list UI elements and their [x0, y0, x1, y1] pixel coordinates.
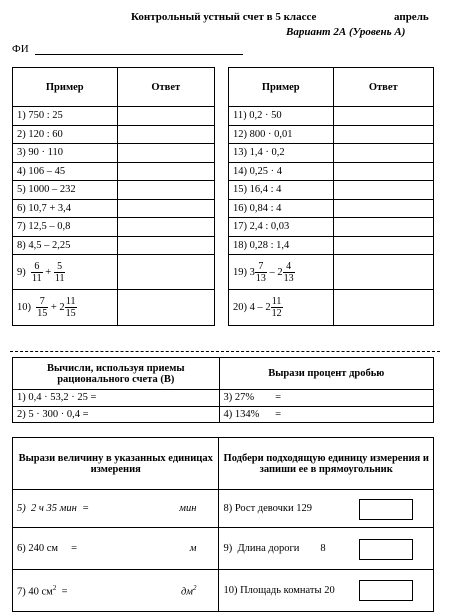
cut-line	[10, 351, 440, 352]
name-label: ФИ	[12, 43, 29, 55]
example-5: 5) 1000 – 232	[13, 181, 118, 200]
answer-cell-20[interactable]	[333, 290, 433, 326]
answer-cell-6[interactable]	[117, 199, 215, 218]
rational-task-1[interactable]: 1) 0,4 · 53,2 · 25 =	[13, 390, 220, 407]
answer-cell-3[interactable]	[117, 144, 215, 163]
column-header-example: Пример	[229, 68, 334, 107]
unit-answer-box[interactable]	[359, 580, 413, 601]
answer-cell-17[interactable]	[333, 218, 433, 237]
convert-task-7[interactable]: 7) 40 $см^2$ = $дм^2$	[13, 570, 219, 612]
rational-count-header: Вычисли, используя приемы рационального счета (В)	[13, 358, 220, 390]
fraction: $\frac{6}{11}$	[32, 260, 42, 284]
column-header-example: Пример	[13, 68, 118, 107]
fraction: $\frac{11}{15}$	[65, 296, 76, 319]
answer-cell-14[interactable]	[333, 162, 433, 181]
example-10: 10) $\frac{7}{15}$ + 2 $\frac{11}{15}$	[13, 290, 118, 326]
answer-cell-5[interactable]	[117, 181, 215, 200]
answer-cell-8[interactable]	[117, 236, 215, 255]
column-header-answer: Ответ	[117, 68, 215, 107]
percent-task-4[interactable]: 4) 134% =	[219, 406, 433, 423]
answer-cell-12[interactable]	[333, 125, 433, 144]
unit-answer-box[interactable]	[359, 539, 413, 560]
fraction: $\frac{5}{11}$	[54, 260, 65, 284]
example-15: 15) 16,4 : 4	[229, 181, 334, 200]
example-17: 17) 2,4 : 0,03	[229, 218, 334, 237]
column-header-answer: Ответ	[333, 68, 433, 107]
percent-to-fraction-header: Вырази процент дробью	[219, 358, 433, 390]
answer-cell-10[interactable]	[117, 290, 215, 326]
fraction: $\frac{11}{12}$	[271, 296, 282, 319]
example-20: 20) 4 – 2 $\frac{11}{12}$	[229, 290, 334, 326]
answer-cell-2[interactable]	[117, 125, 215, 144]
unit-answer-box[interactable]	[359, 499, 413, 520]
example-11: 11) 0,2 · 50	[229, 107, 334, 126]
convert-task-5[interactable]: 5) 2 ч 35 мин = мин	[13, 490, 219, 528]
worksheet-title: Контрольный устный счет в 5 классе	[131, 11, 317, 23]
answer-cell-7[interactable]	[117, 218, 215, 237]
example-1: 1) 750 : 25	[13, 107, 118, 126]
example-19: 19) 3 $\frac{7}{13}$ – 2 $\frac{4}{13}$	[229, 255, 334, 290]
example-3: 3) 90 · 110	[13, 144, 118, 163]
example-12: 12) 800 · 0,01	[229, 125, 334, 144]
example-7: 7) 12,5 – 0,8	[13, 218, 118, 237]
rational-count-table	[12, 357, 434, 423]
choose-unit-header: Подбери подходящую единицу измерения и запиши ее в прямоугольник	[219, 438, 434, 490]
answer-cell-1[interactable]	[117, 107, 215, 126]
example-13: 13) 1,4 · 0,2	[229, 144, 334, 163]
example-14: 14) 0,25 · 4	[229, 162, 334, 181]
answer-cell-16[interactable]	[333, 199, 433, 218]
convert-task-6[interactable]: 6) 240 см = м	[13, 528, 219, 570]
examples-table-left	[12, 67, 215, 326]
answer-cell-9[interactable]	[117, 255, 215, 290]
answer-cell-11[interactable]	[333, 107, 433, 126]
name-input-line[interactable]	[35, 54, 243, 55]
units-table	[12, 437, 434, 612]
percent-task-3[interactable]: 3) 27% =	[219, 390, 433, 407]
example-2: 2) 120 : 60	[13, 125, 118, 144]
unit-task-8: 8) Рост девочки 129	[219, 490, 434, 528]
example-9: 9) $\frac{6}{11}$ + $\frac{5}{11}$	[13, 255, 118, 290]
example-4: 4) 106 – 45	[13, 162, 118, 181]
fraction: $\frac{7}{13}$	[255, 260, 266, 284]
example-8: 8) 4,5 – 2,25	[13, 236, 118, 255]
example-6: 6) 10,7 + 3,4	[13, 199, 118, 218]
unit-task-10: 10) Площадь комнаты 20	[219, 570, 434, 612]
fraction: $\frac{4}{13}$	[283, 260, 294, 284]
answer-cell-18[interactable]	[333, 236, 433, 255]
fraction: $\frac{7}{15}$	[37, 296, 48, 319]
answer-cell-4[interactable]	[117, 162, 215, 181]
answer-cell-15[interactable]	[333, 181, 433, 200]
answer-cell-19[interactable]	[333, 255, 433, 290]
convert-units-header: Вырази величину в указанных единицах измерения	[13, 438, 219, 490]
unit-task-9: 9) Длина дороги 8	[219, 528, 434, 570]
examples-table-right	[228, 67, 434, 326]
example-18: 18) 0,28 : 1,4	[229, 236, 334, 255]
example-16: 16) 0,84 : 4	[229, 199, 334, 218]
rational-task-2[interactable]: 2) 5 · 300 · 0,4 =	[13, 406, 220, 423]
answer-cell-13[interactable]	[333, 144, 433, 163]
variant-label: Вариант 2А (Уровень А)	[286, 26, 406, 38]
worksheet-month: апрель	[394, 11, 429, 23]
